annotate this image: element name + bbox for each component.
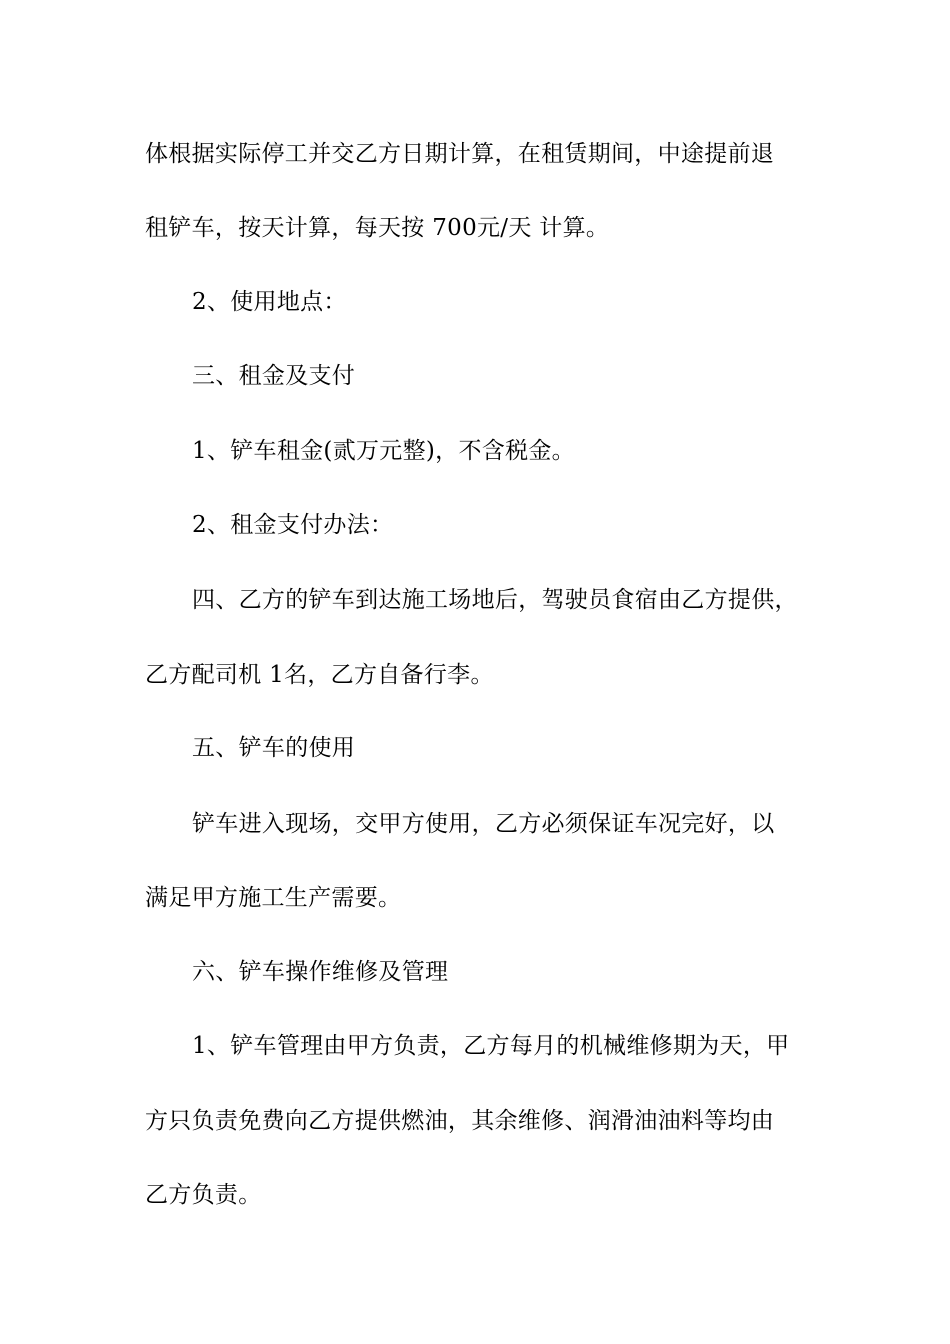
section-heading: 三、租金及支付: [192, 363, 356, 389]
section-item: 2、使用地点：: [192, 289, 347, 315]
paragraph-line: 乙方负责。: [145, 1182, 262, 1208]
paragraph-line: 四、乙方的铲车到达施工场地后，驾驶员食宿由乙方提供，: [192, 587, 798, 613]
paragraph-line: 1、铲车管理由甲方负责，乙方每月的机械维修期为天，甲: [192, 1033, 790, 1059]
section-item: 1、铲车租金(贰万元整)，不含税金。: [192, 438, 575, 464]
section-heading: 六、铲车操作维修及管理: [192, 959, 449, 985]
paragraph-line: 体根据实际停工并交乙方日期计算，在租赁期间，中途提前退: [145, 141, 775, 167]
paragraph-line: 租铲车，按天计算，每天按 700元/天 计算。: [145, 215, 610, 241]
paragraph-line: 方只负责免费向乙方提供燃油，其余维修、润滑油油料等均由: [145, 1108, 775, 1134]
paragraph-line: 满足甲方施工生产需要。: [145, 885, 402, 911]
paragraph-line: 铲车进入现场，交甲方使用，乙方必须保证车况完好，以: [192, 811, 775, 837]
paragraph-line: 乙方配司机 1名，乙方自备行李。: [145, 662, 494, 688]
section-heading: 五、铲车的使用: [192, 735, 356, 761]
section-item: 2、租金支付办法：: [192, 512, 394, 538]
